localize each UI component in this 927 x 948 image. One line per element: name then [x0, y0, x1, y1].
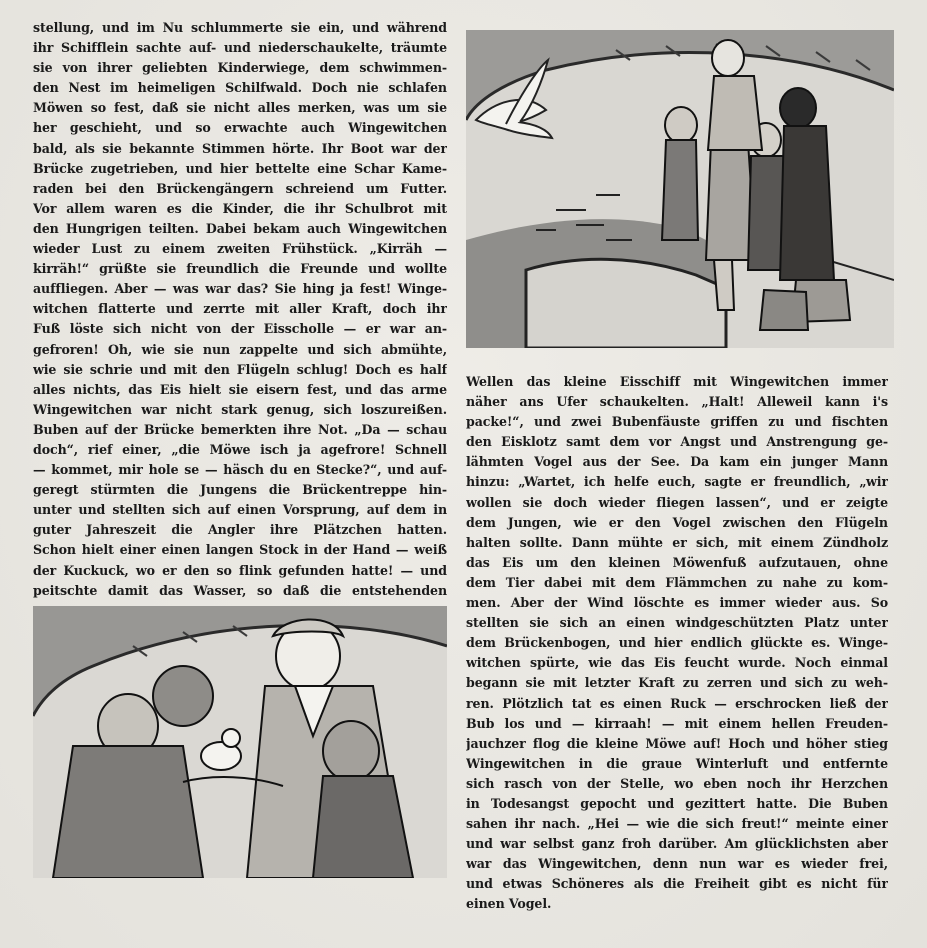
text-line: unter und stellten sich auf einen Vorsprung, auf dem in: [33, 502, 447, 518]
text-line: begann sie mit letzter Kraft zu zerren und sich zu weh-: [466, 675, 888, 691]
text-line: wie sie schrie und mit den Flügeln schlug! Doch es half: [33, 361, 447, 377]
text-line: auffliegen. Aber — was war das? Sie hing ja fest! Winge-: [33, 281, 447, 297]
text-line: doch“, rief einer, „die Möwe isch ja agefrore! Schnell: [33, 441, 447, 457]
text-line: Fuß löste sich nicht von der Eisscholle — er war an-: [33, 321, 447, 337]
text-line: stellten sie sich an einen windgeschützten Platz unter: [466, 615, 888, 631]
illustration-man-boys-seagull-drawing: [33, 606, 447, 878]
text-line: her geschieht, und so erwachte auch Wingewitchen: [33, 120, 447, 136]
text-line: und etwas Schöneres als die Freiheit gibt es nicht für: [466, 876, 888, 892]
text-line: ren. Plötzlich tat es einen Ruck — erschrocken ließ der: [466, 695, 888, 711]
text-line: den Hungrigen teilten. Dabei bekam auch Wingewitchen: [33, 220, 447, 236]
story-text-left-column: [33, 18, 447, 601]
text-line: und war selbst ganz froh darüber. Am glücklichsten aber: [466, 836, 888, 852]
text-line: Bub los und — kirraah! — mit einem hellen Freuden-: [466, 715, 888, 731]
text-line: witchen flatterte und zerrte mit aller Kraft, doch ihr: [33, 301, 447, 317]
text-line: war das Wingewitchen, denn nun war es wieder frei,: [466, 856, 888, 872]
text-line: den Nest im heimeligen Schilfwald. Doch nie schlafen: [33, 80, 447, 96]
text-line: näher ans Ufer schaukelten. „Halt! Alleweil kann i's: [466, 394, 888, 410]
text-line: bald, als sie bekannte Stimmen hörte. Ihr Boot war der: [33, 140, 447, 156]
text-line: Wingewitchen in die graue Winterluft und entfernte: [466, 755, 888, 771]
text-line: stellung, und im Nu schlummerte sie ein, und während: [33, 20, 447, 35]
text-line: sie von ihrer geliebten Kinderwiege, dem schwimmen-: [33, 60, 447, 76]
text-line: lähmten Vogel aus der See. Da kam ein junger Mann: [466, 454, 888, 470]
text-line: hinzu: „Wartet, ich helfe euch, sagte er freundlich, „wir: [466, 474, 888, 490]
text-line: wollen sie doch wieder fliegen lassen“, und er zeigte: [466, 494, 888, 510]
text-line: der Kuckuck, wo er den so flink gefunden hatte! — und: [33, 562, 447, 578]
text-line: kirräh!“ grüßte sie freundlich die Freunde und wollte: [33, 261, 447, 277]
text-line: guter Jahreszeit die Angler ihre Plätzchen hatten.: [33, 522, 447, 538]
text-line: ihr Schifflein sachte auf- und niederschaukelte, träumte: [33, 40, 447, 56]
text-line: sich rasch von der Stelle, wo eben noch ihr Herzchen: [466, 775, 888, 791]
text-line: das Eis um den kleinen Möwenfuß aufzutauen, ohne: [466, 554, 888, 570]
text-line: gefroren! Oh, wie sie nun zappelte und sich abmühte,: [33, 341, 447, 357]
text-line: Vor allem waren es die Kinder, die ihr Schulbrot mit: [33, 200, 447, 216]
text-line: dem Jungen, wie er den Vogel zwischen den Flügeln: [466, 514, 888, 530]
text-line: Wingewitchen war nicht stark genug, sich loszureißen.: [33, 401, 447, 417]
text-line: — kommet, mir hole se — häsch du en Stecke?“, und auf-: [33, 462, 447, 478]
illustration-seagull-bridge-drawing: [466, 30, 894, 348]
text-line: Brücke zugetrieben, und hier bettelte eine Schar Kame-: [33, 160, 447, 176]
text-line: peitschte damit das Wasser, so daß die entstehenden: [33, 582, 447, 598]
text-line: sahen ihr nach. „Hei — wie die sich freut!“ meinte einer: [466, 816, 888, 832]
illustration-seagull-bridge: [466, 30, 894, 348]
text-line: wieder Lust zu einem zweiten Frühstück. „Kirräh —: [33, 241, 447, 257]
text-line: witchen spürte, wie das Eis feucht wurde. Noch einmal: [466, 655, 888, 671]
illustration-man-boys-seagull: [33, 606, 447, 878]
text-line: alles nichts, das Eis hielt sie eisern fest, und das arme: [33, 381, 447, 397]
text-line: den Eisklotz samt dem vor Angst und Anstrengung ge-: [466, 434, 888, 450]
text-line: geregt stürmten die Jungens die Brückentreppe hin-: [33, 482, 447, 498]
text-line: raden bei den Brückengängern schreiend um Futter.: [33, 180, 447, 196]
text-line: Buben auf der Brücke bemerkten ihre Not. „Da — schau: [33, 421, 447, 437]
text-line: dem Brückenbogen, und hier endlich glückte es. Winge-: [466, 635, 888, 651]
text-line: Schon hielt einer einen langen Stock in der Hand — weiß: [33, 542, 447, 558]
text-line: in Todesangst gepocht und gezittert hatte. Die Buben: [466, 795, 888, 811]
text-line: jauchzer flog die kleine Möwe auf! Hoch und höher stieg: [466, 735, 888, 751]
text-line: men. Aber der Wind löschte es immer wieder aus. So: [466, 595, 888, 611]
text-line: packe!“, und zwei Bubenfäuste griffen zu und fischten: [466, 414, 888, 430]
text-line: einen Vogel.: [466, 896, 552, 912]
story-text-right-column: [466, 372, 888, 915]
text-line: dem Tier dabei mit dem Flämmchen zu nahe zu kom-: [466, 574, 888, 590]
text-line: Wellen das kleine Eisschiff mit Wingewitchen immer: [466, 374, 888, 389]
text-line: Möwen so fest, daß sie nicht alles merken, was um sie: [33, 100, 447, 116]
text-line: halten sollte. Dann mühte er sich, mit einem Zündholz: [466, 534, 888, 550]
